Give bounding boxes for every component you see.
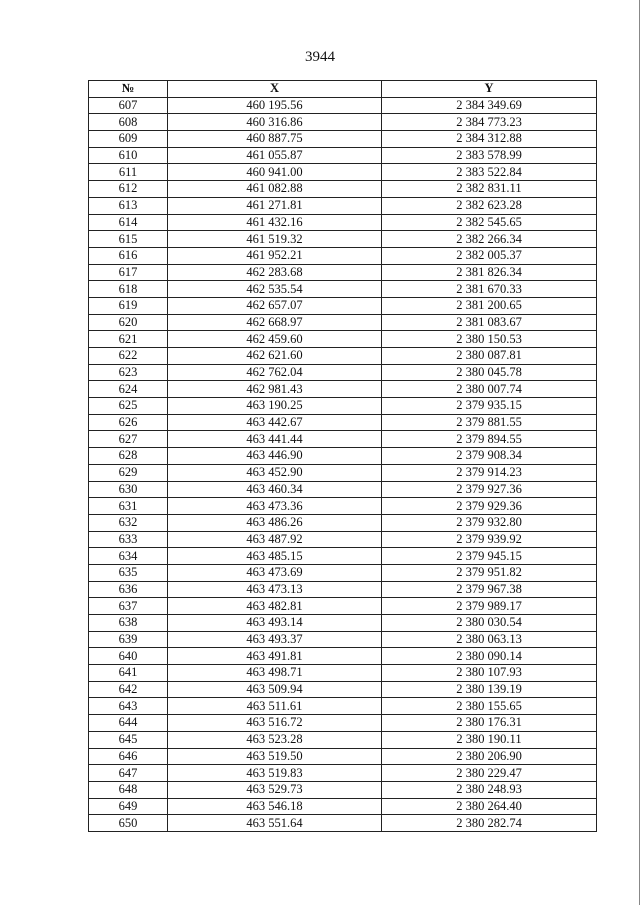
cell-x: 460 195.56 — [168, 97, 382, 114]
table-row — [89, 114, 597, 131]
cell-number: 617 — [89, 264, 168, 281]
cell-y: 2 379 914.23 — [382, 464, 597, 481]
cell-y: 2 380 229.47 — [382, 765, 597, 782]
cell-y: 2 382 831.11 — [382, 181, 597, 198]
table-row — [89, 498, 597, 515]
cell-y: 2 379 935.15 — [382, 398, 597, 415]
cell-number: 622 — [89, 348, 168, 365]
table-row — [89, 431, 597, 448]
cell-x: 461 432.16 — [168, 214, 382, 231]
cell-y: 2 380 190.11 — [382, 731, 597, 748]
cell-number: 647 — [89, 765, 168, 782]
cell-x: 461 519.32 — [168, 231, 382, 248]
cell-y: 2 380 176.31 — [382, 715, 597, 732]
table-row — [89, 314, 597, 331]
cell-number: 640 — [89, 648, 168, 665]
cell-y: 2 379 967.38 — [382, 581, 597, 598]
cell-x: 463 473.36 — [168, 498, 382, 515]
cell-number: 607 — [89, 97, 168, 114]
cell-number: 648 — [89, 781, 168, 798]
cell-y: 2 380 150.53 — [382, 331, 597, 348]
cell-y: 2 380 087.81 — [382, 348, 597, 365]
cell-number: 643 — [89, 698, 168, 715]
cell-number: 649 — [89, 798, 168, 815]
header-number: № — [89, 81, 168, 98]
cell-y: 2 381 826.34 — [382, 264, 597, 281]
table-row — [89, 197, 597, 214]
cell-y: 2 379 881.55 — [382, 414, 597, 431]
cell-x: 461 271.81 — [168, 197, 382, 214]
table-row — [89, 531, 597, 548]
cell-x: 463 190.25 — [168, 398, 382, 415]
cell-y: 2 380 063.13 — [382, 631, 597, 648]
cell-y: 2 380 264.40 — [382, 798, 597, 815]
cell-y: 2 379 929.36 — [382, 498, 597, 515]
table-row — [89, 681, 597, 698]
cell-y: 2 379 989.17 — [382, 598, 597, 615]
coordinates-table — [88, 80, 597, 832]
cell-x: 463 473.69 — [168, 564, 382, 581]
cell-y: 2 381 200.65 — [382, 297, 597, 314]
cell-number: 632 — [89, 514, 168, 531]
cell-y: 2 380 007.74 — [382, 381, 597, 398]
cell-y: 2 380 248.93 — [382, 781, 597, 798]
table-row — [89, 548, 597, 565]
table-row — [89, 364, 597, 381]
cell-x: 463 551.64 — [168, 815, 382, 832]
cell-x: 462 283.68 — [168, 264, 382, 281]
cell-number: 629 — [89, 464, 168, 481]
cell-x: 462 621.60 — [168, 348, 382, 365]
cell-y: 2 384 773.23 — [382, 114, 597, 131]
table-row — [89, 564, 597, 581]
cell-y: 2 380 107.93 — [382, 665, 597, 682]
page-number: 3944 — [305, 49, 335, 65]
cell-y: 2 382 623.28 — [382, 197, 597, 214]
cell-x: 463 441.44 — [168, 431, 382, 448]
table-row — [89, 214, 597, 231]
cell-x: 463 460.34 — [168, 481, 382, 498]
cell-y: 2 379 951.82 — [382, 564, 597, 581]
cell-number: 630 — [89, 481, 168, 498]
table-row — [89, 264, 597, 281]
cell-number: 618 — [89, 281, 168, 298]
cell-number: 623 — [89, 364, 168, 381]
table-row — [89, 97, 597, 114]
table-row — [89, 631, 597, 648]
table-row — [89, 514, 597, 531]
cell-number: 639 — [89, 631, 168, 648]
cell-y: 2 380 090.14 — [382, 648, 597, 665]
cell-number: 635 — [89, 564, 168, 581]
cell-y: 2 383 522.84 — [382, 164, 597, 181]
cell-number: 624 — [89, 381, 168, 398]
cell-number: 619 — [89, 297, 168, 314]
table-body — [89, 97, 597, 831]
cell-number: 626 — [89, 414, 168, 431]
table-row — [89, 581, 597, 598]
table-row — [89, 598, 597, 615]
cell-y: 2 380 139.19 — [382, 681, 597, 698]
cell-x: 463 511.61 — [168, 698, 382, 715]
cell-y: 2 379 927.36 — [382, 481, 597, 498]
table-row — [89, 748, 597, 765]
cell-x: 462 762.04 — [168, 364, 382, 381]
cell-number: 650 — [89, 815, 168, 832]
cell-number: 634 — [89, 548, 168, 565]
cell-y: 2 381 670.33 — [382, 281, 597, 298]
cell-x: 463 523.28 — [168, 731, 382, 748]
table-row — [89, 481, 597, 498]
cell-y: 2 382 266.34 — [382, 231, 597, 248]
cell-x: 463 487.92 — [168, 531, 382, 548]
cell-number: 645 — [89, 731, 168, 748]
cell-number: 625 — [89, 398, 168, 415]
cell-y: 2 379 945.15 — [382, 548, 597, 565]
cell-x: 462 535.54 — [168, 281, 382, 298]
cell-y: 2 383 578.99 — [382, 147, 597, 164]
table-row — [89, 781, 597, 798]
table-row — [89, 147, 597, 164]
header-y: Y — [382, 81, 597, 98]
cell-number: 616 — [89, 247, 168, 264]
cell-x: 463 493.14 — [168, 615, 382, 632]
cell-y: 2 380 155.65 — [382, 698, 597, 715]
table-row — [89, 414, 597, 431]
cell-number: 631 — [89, 498, 168, 515]
table-row — [89, 765, 597, 782]
cell-x: 462 981.43 — [168, 381, 382, 398]
table-row — [89, 448, 597, 465]
cell-y: 2 379 894.55 — [382, 431, 597, 448]
cell-y: 2 379 939.92 — [382, 531, 597, 548]
cell-x: 460 316.86 — [168, 114, 382, 131]
table-row — [89, 648, 597, 665]
cell-y: 2 384 312.88 — [382, 131, 597, 148]
cell-x: 463 509.94 — [168, 681, 382, 698]
cell-x: 460 941.00 — [168, 164, 382, 181]
table-header-row — [89, 81, 597, 98]
table-row — [89, 731, 597, 748]
cell-y: 2 382 545.65 — [382, 214, 597, 231]
cell-number: 633 — [89, 531, 168, 548]
cell-number: 611 — [89, 164, 168, 181]
cell-x: 462 459.60 — [168, 331, 382, 348]
cell-number: 644 — [89, 715, 168, 732]
header-x: X — [168, 81, 382, 98]
table-row — [89, 181, 597, 198]
cell-x: 463 546.18 — [168, 798, 382, 815]
table-row — [89, 247, 597, 264]
cell-number: 615 — [89, 231, 168, 248]
cell-number: 638 — [89, 615, 168, 632]
cell-x: 463 498.71 — [168, 665, 382, 682]
cell-x: 463 482.81 — [168, 598, 382, 615]
table-row — [89, 348, 597, 365]
table-row — [89, 297, 597, 314]
cell-number: 614 — [89, 214, 168, 231]
cell-y: 2 381 083.67 — [382, 314, 597, 331]
cell-x: 462 657.07 — [168, 297, 382, 314]
cell-x: 463 486.26 — [168, 514, 382, 531]
cell-x: 463 519.83 — [168, 765, 382, 782]
cell-x: 460 887.75 — [168, 131, 382, 148]
cell-y: 2 380 030.54 — [382, 615, 597, 632]
cell-x: 463 493.37 — [168, 631, 382, 648]
table-row — [89, 381, 597, 398]
cell-y: 2 379 932.80 — [382, 514, 597, 531]
table-row — [89, 281, 597, 298]
table-row — [89, 615, 597, 632]
table-row — [89, 715, 597, 732]
table-row — [89, 815, 597, 832]
table-row — [89, 231, 597, 248]
table-row — [89, 331, 597, 348]
cell-x: 463 452.90 — [168, 464, 382, 481]
cell-y: 2 380 045.78 — [382, 364, 597, 381]
cell-number: 610 — [89, 147, 168, 164]
table-row — [89, 164, 597, 181]
cell-number: 627 — [89, 431, 168, 448]
cell-number: 637 — [89, 598, 168, 615]
cell-x: 463 485.15 — [168, 548, 382, 565]
cell-number: 621 — [89, 331, 168, 348]
cell-x: 461 055.87 — [168, 147, 382, 164]
cell-number: 636 — [89, 581, 168, 598]
cell-number: 609 — [89, 131, 168, 148]
cell-y: 2 379 908.34 — [382, 448, 597, 465]
cell-x: 461 952.21 — [168, 247, 382, 264]
table-row — [89, 131, 597, 148]
cell-x: 463 446.90 — [168, 448, 382, 465]
cell-number: 608 — [89, 114, 168, 131]
cell-number: 612 — [89, 181, 168, 198]
cell-x: 463 519.50 — [168, 748, 382, 765]
table-row — [89, 464, 597, 481]
cell-y: 2 382 005.37 — [382, 247, 597, 264]
cell-x: 463 529.73 — [168, 781, 382, 798]
table-row — [89, 698, 597, 715]
table-row — [89, 665, 597, 682]
cell-x: 463 442.67 — [168, 414, 382, 431]
cell-y: 2 380 206.90 — [382, 748, 597, 765]
cell-x: 463 491.81 — [168, 648, 382, 665]
cell-y: 2 380 282.74 — [382, 815, 597, 832]
cell-x: 463 516.72 — [168, 715, 382, 732]
table-row — [89, 798, 597, 815]
cell-y: 2 384 349.69 — [382, 97, 597, 114]
cell-number: 646 — [89, 748, 168, 765]
cell-x: 462 668.97 — [168, 314, 382, 331]
cell-number: 620 — [89, 314, 168, 331]
cell-number: 641 — [89, 665, 168, 682]
cell-x: 463 473.13 — [168, 581, 382, 598]
cell-number: 628 — [89, 448, 168, 465]
table-row — [89, 398, 597, 415]
cell-number: 642 — [89, 681, 168, 698]
cell-x: 461 082.88 — [168, 181, 382, 198]
cell-number: 613 — [89, 197, 168, 214]
